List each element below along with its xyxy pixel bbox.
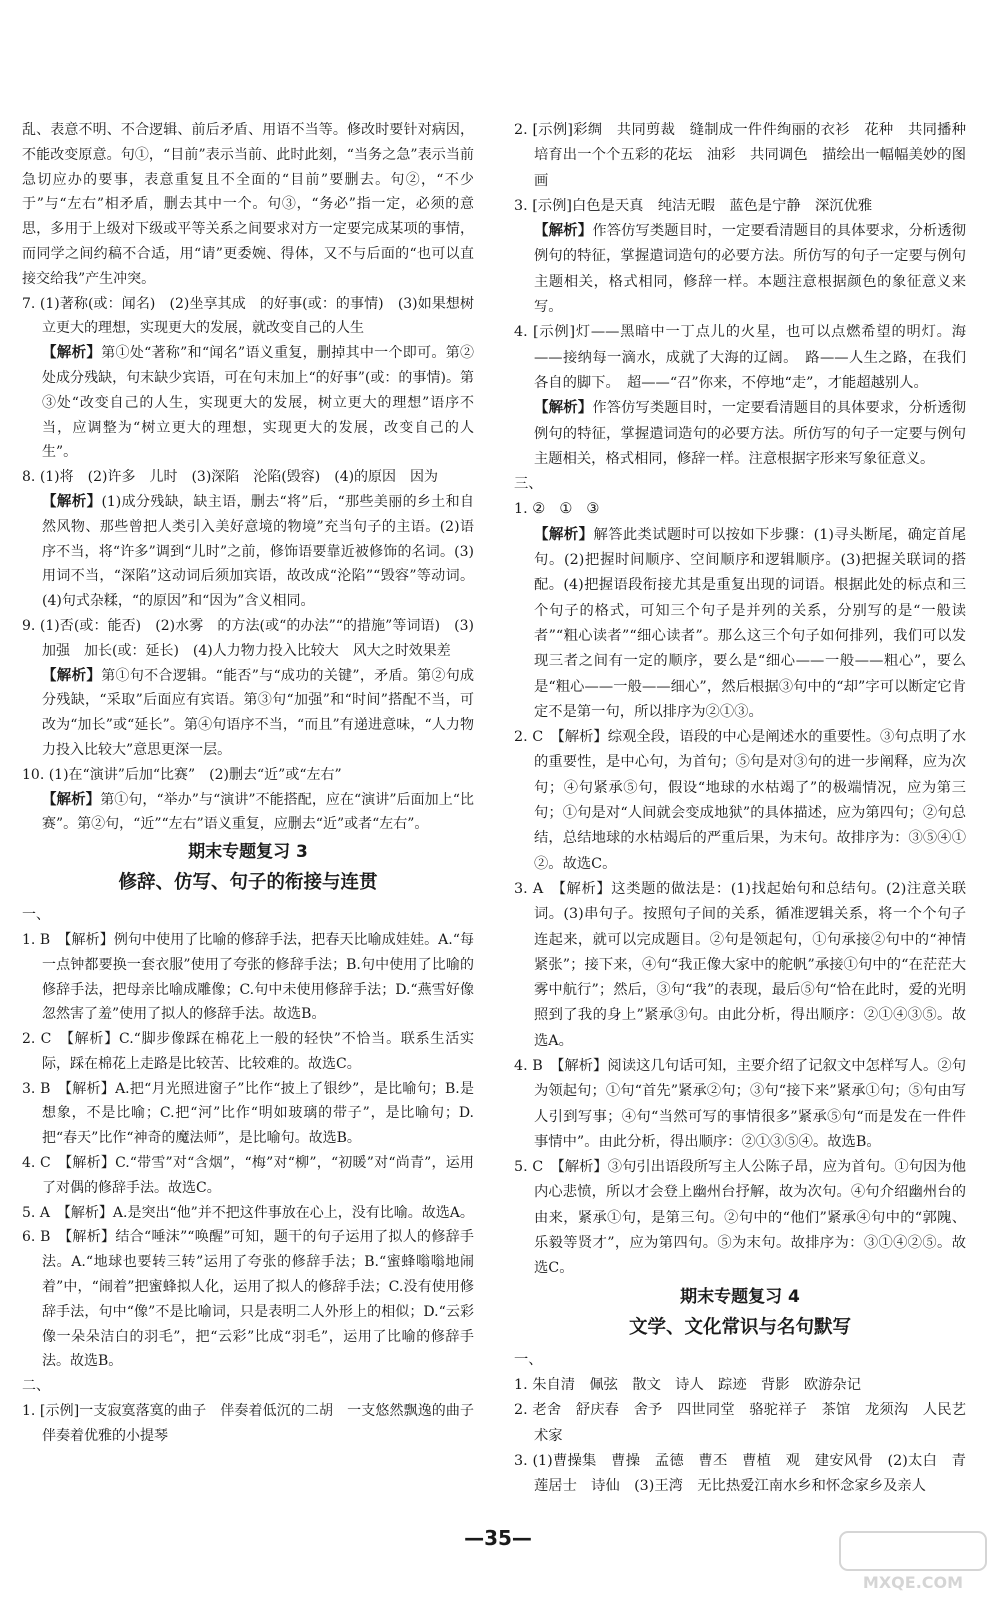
watermark-frame xyxy=(840,1532,986,1570)
analysis-text: 作答仿写类题目时，一定要看清题目的具体要求，分析透彻例句的特征，掌握遣词造句的必要方法。所仿写的句子一定要与例句主题相关，格式相同，修辞一样。本题注意根据颜色的象征意义来写。 xyxy=(534,223,967,316)
part-heading: 一、 xyxy=(514,1351,543,1368)
answer-item xyxy=(22,928,474,1027)
analysis xyxy=(22,341,474,465)
analysis xyxy=(514,396,966,472)
item-text: B 【解析】例句中使用了比喻的修辞手法，把春天比喻成娃娃。A.“每一点钟都要换一套衣服”使用了夸张的修辞手法；B.句中使用了比喻的修辞手法，把母亲比喻成雕像；C.句中未使用修辞手法；D.“燕雪好像忽然害了羞”使用了拟人的修辞手法。故选B。 xyxy=(39,931,474,1023)
answer-item xyxy=(514,725,966,877)
analysis-text: 第①处“著称”和“闻名”语义重复，删掉其中一个即可。第②处成分残缺，句末缺少宾语，可在句末加上“的好事”(或：的事情)。第③处“改变自己的人生，实现更大的发展，树立更大的理想”语序不当，应调整为“树立更大的理想，实现更大的发展，改变自己的人生”。 xyxy=(42,345,474,461)
answer-item xyxy=(22,1151,474,1201)
item-text: [示例]灯——黑暗中一丁点儿的火星，也可以点燃希望的明灯。海——接纳每一滴水，成就了大海的辽阔。 路——人生之路，在我们各自的脚下。 超——“召”你来，不停地“走”，才能超越别人。 xyxy=(532,324,967,391)
analysis-label: 【解析】 xyxy=(42,667,102,684)
watermark-text: MXQE.COM xyxy=(862,1573,964,1592)
item-text: B 【解析】A.把“月光照进窗子”比作“披上了银纱”，是比喻句；B.是想象，不是比喻；C.把“河”比作“明如玻璃的带子”，是比喻句；D.把“春天”比作“神奇的魔法师”，是比喻句。故选B。 xyxy=(40,1080,474,1147)
item-number: 1. xyxy=(22,931,36,948)
answer-item xyxy=(514,1373,966,1398)
answer-item xyxy=(514,118,981,194)
left-column xyxy=(22,118,488,1449)
item-number: 3. xyxy=(22,1080,36,1097)
item-number: 6. xyxy=(22,1229,36,1246)
item-number: 8. xyxy=(22,469,36,486)
analysis xyxy=(22,664,474,763)
item-text: 朱自清 佩弦 散文 诗人 踪迹 背影 欧游杂记 xyxy=(532,1376,862,1393)
item-text: B 【解析】阅读这几句话可知，主要介绍了记叙文中怎样写人。②句为领起句；①句“首先”紧承②句；③句“接下来”紧承①句；⑤句由写人引到写事；④句“当然可写的事情很多”紧承⑤句“而是发在一件件事情中”。由此分析，得出顺序：②①③⑤④。故选B。 xyxy=(532,1057,967,1150)
answer-item xyxy=(22,1399,488,1449)
analysis xyxy=(514,523,966,725)
item-number: 1. xyxy=(514,501,528,518)
item-number: 3. xyxy=(514,880,528,897)
answer-item xyxy=(22,1201,474,1226)
answer-item xyxy=(514,320,966,396)
analysis-text: 作答仿写类题目时，一定要看清题目的具体要求，分析透彻例句的特征，掌握遣词造句的必要方法。所仿写的句子一定要与例句主题相关，格式相同，修辞一样。注意根据字形来写象征意义。 xyxy=(534,400,967,467)
item-number: 4. xyxy=(514,324,528,341)
answer-item xyxy=(22,292,474,342)
answer-item xyxy=(514,877,966,1054)
item-number: 2. xyxy=(514,729,528,746)
item-text: C 【解析】C.“脚步像踩在棉花上一般的轻快”不恰当。联系生活实际，踩在棉花上走路是比较苦、比较难的。故选C。 xyxy=(40,1031,474,1072)
answer-item xyxy=(22,614,474,664)
analysis-text: 解答此类试题时可以按如下步骤：(1)寻头断尾，确定首尾句。(2)把握时间顺序、空间顺序和逻辑顺序。(3)把握关联词的搭配。(4)把握语段衔接尤其是重复出现的词语。根据此处的标点和三个句子的格式，可知三个句子是并列的关系，分别写的是“一般读者”“粗心读者”“细心读者”。那么这三个句子如何排列，我们可以发现三者之间有一定的顺序，要么是“细心——一般——粗心”，要么是“粗心——一般——细心”，然后根据③句中的“却”字可以断定它肯定不是第一句，所以排序为②①③。 xyxy=(534,526,967,720)
item-text: (1)在“演讲”后加“比赛” (2)删去“近”或“左右” xyxy=(48,766,342,783)
watermark-logo xyxy=(838,1530,988,1594)
item-number: 2. xyxy=(22,1031,36,1048)
item-number: 3. xyxy=(514,197,528,214)
item-text: (1)将 (2)许多 儿时 (3)深陷 沦陷(毁容) (4)的原因 因为 xyxy=(39,469,439,486)
item-text: [示例]一支寂寞落寞的曲子 伴奏着低沉的二胡 一支悠然飘逸的曲子 伴奏着优雅的小提琴 xyxy=(39,1403,488,1444)
item-text: C 【解析】③句引出语段所写主人公陈子昂，应为首句。①句因为他内心悲愤，所以才会登上幽州台抒解，故为次句。④句介绍幽州台的由来，紧承①句，是第三句。②句中的“他们”紧承④句中的“郭隗、乐毅等贤才”，应为第四句。⑤为末句。故排序为：③①④②⑤。故选C。 xyxy=(532,1159,967,1277)
answer-item xyxy=(514,1054,966,1155)
item-number: 2. xyxy=(514,1402,528,1419)
paragraph: 乱、表意不明、不合逻辑、前后矛盾、用语不当等。修改时要针对病因，不能改变原意。句①，“目前”表示当前、此时此刻，“当务之急”表示当前急切应办的要事，表意重复且不全面的“目前”要删去。句②，“不少于”与“左右”相矛盾，删去其中一个。句③，“务必”指一定，必须的意思，多用于上级对下级或平等关系之间要求对方一定要完成某项的事情，而同学之间约稿不合适，用“请”更委婉、得体，又不与后面的“也可以直接交给我”产生冲突。 xyxy=(22,122,474,287)
section-title: 期末专题复习 4 xyxy=(680,1286,800,1307)
analysis-label: 【解析】 xyxy=(534,526,594,543)
analysis-label: 【解析】 xyxy=(42,493,102,510)
answer-item xyxy=(22,1027,474,1077)
item-number: 4. xyxy=(22,1155,36,1172)
item-text: A 【解析】A.是突出“他”并不把这件事放在心上，没有比喻。故选A。 xyxy=(39,1204,474,1221)
item-text: 老舍 舒庆春 舍予 四世同堂 骆驼祥子 茶馆 龙须沟 人民艺术家 xyxy=(532,1402,967,1444)
item-text: B 【解析】结合“唾沫”“唤醒”可知，题干的句子运用了拟人的修辞手法。A.“地球也要转三转”运用了夸张的修辞手法；B.“蜜蜂嗡嗡地闹着”中，“闹着”把蜜蜂拟人化，运用了拟人的修辞手法；C.没有使用修辞手法，句中“像”不是比喻词，只是表明二人外形上的相似；D.“云彩像一朵朵洁白的羽毛”，把“云彩”比成“羽毛”，运用了比喻的修辞手法。故选B。 xyxy=(40,1229,475,1370)
section-title: 期末专题复习 3 xyxy=(188,842,308,863)
item-text: (1)曹操集 曹操 孟德 曹丕 曹植 观 建安风骨 (2)太白 青莲居士 诗仙 (3)王湾 无比热爱江南水乡和怀念家乡及亲人 xyxy=(532,1452,966,1495)
analysis-label: 【解析】 xyxy=(42,345,102,362)
section-subtitle: 文学、文化常识与名句默写 xyxy=(628,1316,851,1338)
analysis-text: 第①句不合逻辑。“能否”与“成功的关键”，矛盾。第②句成分残缺，“采取”后面应有宾语。第③句“加强”和“时间”搭配不当，可改为“加长”或“延长”。第④句语序不当，“而且”有递进意味，“人力物力投入比较大”意思更深一层。 xyxy=(42,667,474,758)
item-text: [示例]白色是天真 纯洁无暇 蓝色是宁静 深沉优雅 xyxy=(532,197,873,214)
analysis xyxy=(514,219,966,320)
answer-item xyxy=(514,1155,966,1281)
item-text: C 【解析】C.“带雪”对“含烟”，“梅”对“柳”，“初暖”对“尚青”，运用了对偶的修辞手法。故选C。 xyxy=(40,1155,474,1196)
item-number: 5. xyxy=(514,1159,528,1176)
item-number: 4. xyxy=(514,1057,528,1074)
item-number: 10. xyxy=(22,766,45,783)
item-text: (1)著称(或：闻名) (2)坐享其成 的好事(或：的事情) (3)如果想树立更大的理想，实现更大的发展，就改变自己的人生 xyxy=(39,295,475,337)
analysis-label: 【解析】 xyxy=(534,223,593,240)
answer-item xyxy=(22,763,474,788)
item-number: 9. xyxy=(22,617,36,634)
item-number: 5. xyxy=(22,1204,36,1221)
item-number: 7. xyxy=(22,295,36,312)
analysis xyxy=(22,788,474,838)
analysis-text: 第①句，“举办”与“演讲”不能搭配，应在“演讲”后面加上“比赛”。第②句，“近”“左右”语义重复，应删去“近”或者“左右”。 xyxy=(42,791,474,833)
analysis xyxy=(22,490,474,614)
answer-item xyxy=(22,465,474,490)
answer-item xyxy=(514,1449,966,1500)
item-text: [示例]彩绸 共同剪裁 缝制成一件件绚丽的衣衫 花种 共同播种 培育出一个个五彩的花坛 油彩 共同调色 描绘出一幅幅美妙的图画 xyxy=(532,122,981,189)
analysis-label: 【解析】 xyxy=(42,791,101,808)
section-subtitle: 修辞、仿写、句子的衔接与连贯 xyxy=(118,872,378,894)
answer-item xyxy=(514,194,966,219)
part-heading: 一、 xyxy=(22,907,50,924)
item-text: C 【解析】综观全段，语段的中心是阐述水的重要性。③句点明了水的重要性，是中心句，为首句；⑤句是对③句的进一步阐释，应为次句；④句紧承⑤句，假设“地球的水枯竭了”的极端情况，应为第三句；①句是对“人间就会变成地狱”的具体描述，应为第四句；②句总结，总结地球的水枯竭后的严重后果，为末句。故排序为：③⑤④①②。故选C。 xyxy=(532,729,967,872)
item-number: 1. xyxy=(514,1376,528,1393)
item-number: 2. xyxy=(514,122,528,138)
answer-item xyxy=(514,497,966,522)
answer-item xyxy=(514,1398,966,1449)
item-number: 1. xyxy=(22,1403,36,1420)
answer-item xyxy=(22,1225,474,1374)
right-column xyxy=(514,118,981,1499)
page-number: —35— xyxy=(464,1526,532,1550)
item-text: A 【解析】这类题的做法是：(1)找起始句和总结句。(2)注意关联词。(3)串句子。按照句子间的关系，循准逻辑关系，将一个个句子连起来，就可以完成题目。②句是领起句，①句承接②句中的“神情紧张”；接下来，④句“我正像大家中的舵帆”承接①句中的“在茫茫大雾中航行”；然后，③句“我”的表现，最后⑤句“恰在此时，爱的光明照到了我的身上”紧承③句。由此分析，得出顺序：②①④③⑤。故选A。 xyxy=(532,880,966,1049)
analysis-label: 【解析】 xyxy=(534,400,593,417)
analysis-text: (1)成分残缺，缺主语，删去“将”后，“那些美丽的乡土和自然风物、那些曾把人类引入美好意境的物境”充当句子的主语。(2)语序不当，将“许多”调到“儿时”之前，修饰语要靠近被修饰的名词。(3)用词不当，“深陷”这动词后须加宾语，故改成“沦陷”“毁容”等动词。(4)句式杂糅，“的原因”和“因为”含义相同。 xyxy=(42,493,475,610)
item-text: ② ① ③ xyxy=(532,501,600,518)
part-heading: 二、 xyxy=(22,1378,50,1395)
answer-item xyxy=(22,1077,474,1151)
part-heading: 三、 xyxy=(514,476,543,493)
item-number: 3. xyxy=(514,1452,528,1469)
item-text: (1)否(或：能否) (2)水雾 的方法(或“的办法”“的措施”等词语) (3)加强 加长(或：延长) (4)人力物力投入比较大 风大之时效果差 xyxy=(39,617,475,659)
